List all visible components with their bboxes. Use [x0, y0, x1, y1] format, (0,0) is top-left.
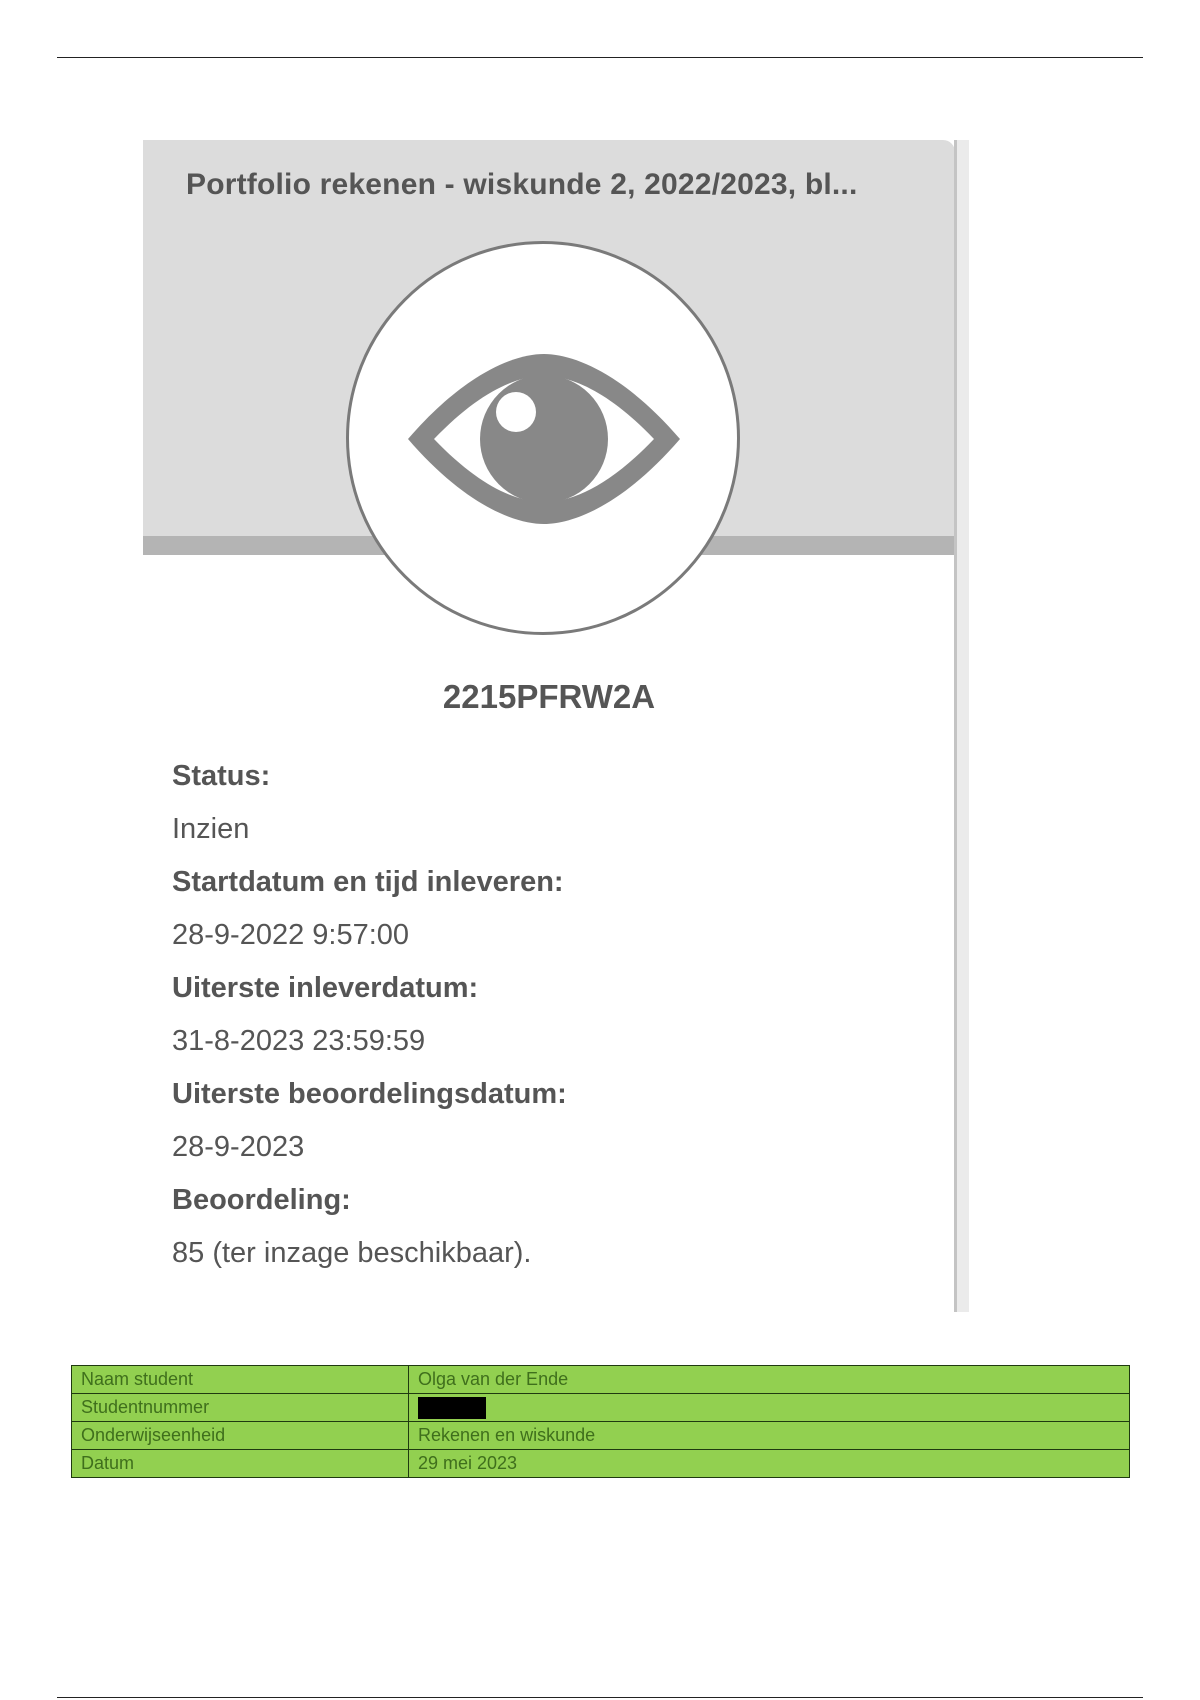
deadline-label: Uiterste inleverdatum:	[172, 972, 479, 1004]
grade-value: 85 (ter inzage beschikbaar).	[172, 1237, 532, 1269]
student-number-key: Studentnummer	[72, 1394, 409, 1422]
grade-label: Beoordeling:	[172, 1184, 351, 1216]
date-key: Datum	[72, 1450, 409, 1478]
student-name-value: Olga van der Ende	[409, 1366, 1130, 1394]
redaction-block	[418, 1397, 486, 1419]
student-info-table	[71, 1365, 1130, 1478]
table-row	[72, 1366, 1130, 1394]
grading-deadline-value: 28-9-2023	[172, 1131, 305, 1163]
table-row	[72, 1422, 1130, 1450]
course-unit-value: Rekenen en wiskunde	[409, 1422, 1130, 1450]
top-rule	[57, 57, 1143, 58]
bottom-rule	[57, 1697, 1143, 1698]
status-value: Inzien	[172, 813, 250, 845]
assignment-code: 2215PFRW2A	[442, 678, 656, 715]
eye-icon	[404, 354, 684, 524]
card-right-edge	[957, 140, 969, 1312]
date-value: 29 mei 2023	[409, 1450, 1130, 1478]
grading-deadline-label: Uiterste beoordelingsdatum:	[172, 1078, 567, 1110]
table-row	[72, 1394, 1130, 1422]
status-label: Status:	[172, 760, 271, 792]
start-date-value: 28-9-2022 9:57:00	[172, 919, 410, 951]
start-date-label: Startdatum en tijd inleveren:	[172, 866, 564, 898]
deadline-value: 31-8-2023 23:59:59	[172, 1025, 426, 1057]
student-name-key: Naam student	[72, 1366, 409, 1394]
student-number-value	[409, 1394, 1130, 1422]
course-unit-key: Onderwijseenheid	[72, 1422, 409, 1450]
eye-circle[interactable]	[346, 241, 740, 635]
assignment-card	[143, 140, 969, 1312]
table-row	[72, 1450, 1130, 1478]
card-title: Portfolio rekenen - wiskunde 2, 2022/2023, bl...	[186, 168, 858, 201]
